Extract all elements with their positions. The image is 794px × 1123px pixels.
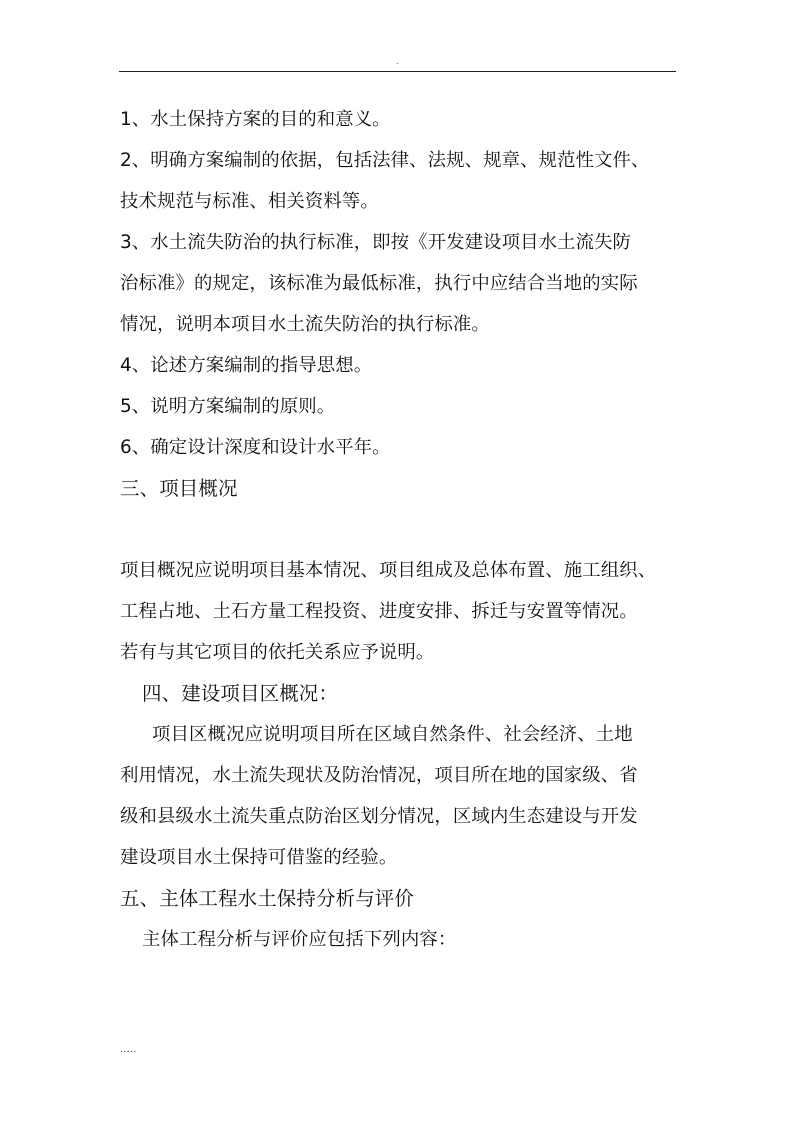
list-item-6: 6、确定设计深度和设计水平年。 (120, 437, 391, 458)
paragraph-line: 建设项目水土保持可借鉴的经验。 (120, 847, 398, 868)
list-item-1: 1、水土保持方案的目的和意义。 (120, 109, 391, 130)
paragraph-line: 工程占地、土石方量工程投资、进度安排、拆迁与安置等情况。 (120, 601, 638, 622)
section-heading-main-works-analysis: 五、主体工程水土保持分析与评价 (120, 887, 415, 910)
paragraph-line: 若有与其它项目的依托关系应予说明。 (120, 642, 435, 663)
header-marker: . (396, 57, 399, 66)
paragraph-line: 项目概况应说明项目基本情况、项目组成及总体布置、施工组织、 (120, 560, 657, 581)
paragraph-line: 项目区概况应说明项目所在区域自然条件、社会经济、土地 (152, 724, 633, 745)
blank-line (120, 509, 678, 550)
list-item-2-line-1: 2、明确方案编制的依据，包括法律、法规、规章、规范性文件、 (120, 150, 650, 171)
document-body (120, 99, 678, 960)
section-heading-project-overview: 三、项目概况 (120, 477, 238, 500)
paragraph-line: 级和县级水土流失重点防治区划分情况，区域内生态建设与开发 (120, 806, 638, 827)
paragraph-line: 利用情况，水土流失现状及防治情况，项目所在地的国家级、省 (120, 765, 638, 786)
list-item-5: 5、说明方案编制的原则。 (120, 396, 336, 417)
paragraph-line: 主体工程分析与评价应包括下列内容： (142, 929, 457, 950)
list-item-3-line-1: 3、水土流失防治的执行标准，即按《开发建设项目水土流失防 (120, 232, 632, 253)
list-item-2-line-2: 技术规范与标准、相关资料等。 (120, 191, 379, 212)
list-item-3-line-2: 治标准》的规定，该标准为最低标准，执行中应结合当地的实际 (120, 273, 638, 294)
section-heading-project-area: 四、建设项目区概况： (142, 682, 339, 705)
list-item-4: 4、论述方案编制的指导思想。 (120, 355, 373, 376)
list-item-3-line-3: 情况，说明本项目水土流失防治的执行标准。 (120, 314, 490, 335)
footer-marker: ..... (120, 1045, 137, 1055)
header-rule (119, 71, 676, 72)
